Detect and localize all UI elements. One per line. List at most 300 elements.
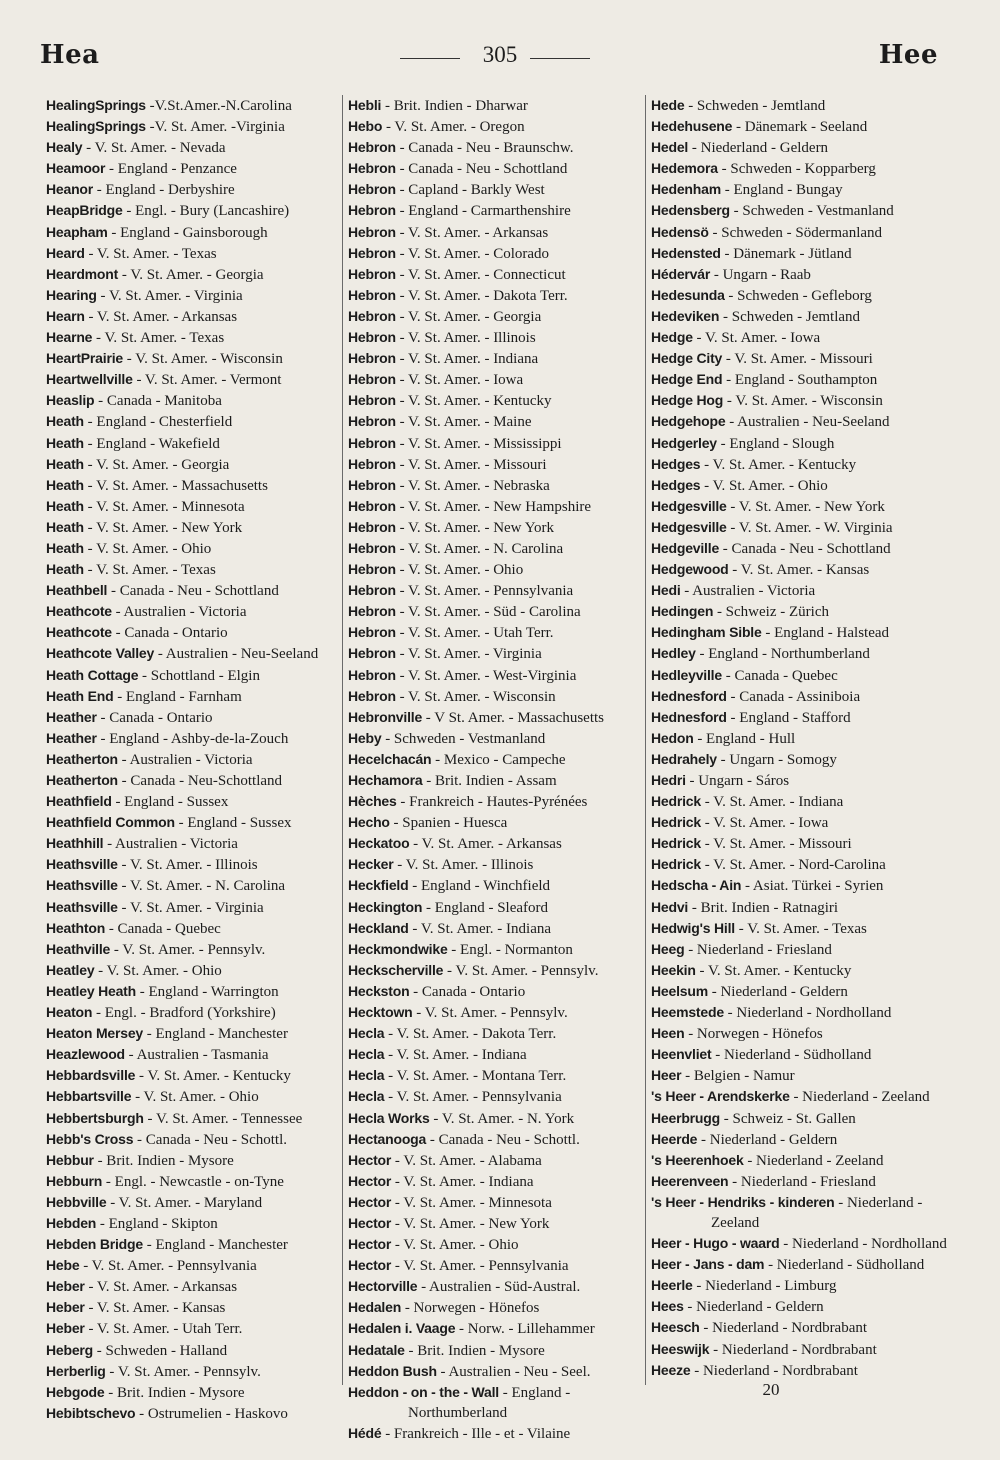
place-name: HeartPrairie xyxy=(46,350,123,367)
place-name: Hebron xyxy=(348,307,396,324)
place-name: Heeswijk xyxy=(651,1340,710,1357)
place-location: - Engl. - Newcastle - on-Tyne xyxy=(105,1173,284,1190)
place-location: - V. St. Amer. - Wisconsin xyxy=(126,351,283,368)
place-location: - V. St. Amer. - Indiana xyxy=(388,1047,527,1064)
place-location: - V. St. Amer. - Kentucky xyxy=(138,1068,291,1085)
place-location: - Niederland - Zeeland xyxy=(711,1194,923,1231)
place-location: - V. St. Amer. - Utah Terr. xyxy=(88,1321,243,1338)
place-name: Hedensö xyxy=(651,223,709,240)
place-name: Hedrahely xyxy=(651,750,717,767)
place-name: Heath xyxy=(46,476,84,493)
place-name: Hebron xyxy=(348,645,396,662)
place-name: Heathsville xyxy=(46,877,118,894)
gazetteer-entry xyxy=(348,665,648,686)
gazetteer-entry xyxy=(651,897,951,918)
gazetteer-entry xyxy=(348,538,648,559)
header-left-guideword: Hea xyxy=(40,40,100,70)
gazetteer-entry xyxy=(651,1233,951,1254)
place-name: 's Heer - Hendriks - kinderen xyxy=(651,1193,835,1210)
place-location: - Schweden - Södermanland xyxy=(712,224,883,241)
place-location: - Niederland - Nordbrabant xyxy=(703,1320,868,1337)
gazetteer-entry xyxy=(651,538,951,559)
gazetteer-entry xyxy=(46,496,346,517)
place-location: - V. St. Amer. - West-Virginia xyxy=(399,667,577,684)
place-name: Hector xyxy=(348,1257,392,1274)
gazetteer-entry xyxy=(651,559,951,580)
place-name: Hedensted xyxy=(651,244,721,261)
place-location: - Niederland - Zeeland xyxy=(747,1152,884,1169)
gazetteer-entry xyxy=(46,1234,346,1255)
place-name: Hebron xyxy=(348,139,396,156)
place-location: - Norw. - Lillehammer xyxy=(459,1321,595,1338)
gazetteer-entry xyxy=(348,1234,648,1255)
gazetteer-entry xyxy=(651,812,951,833)
place-location: - V. St. Amer. - Texas xyxy=(87,562,216,579)
header-rule-right xyxy=(530,58,590,59)
gazetteer-entry xyxy=(651,243,951,264)
gazetteer-entry xyxy=(651,390,951,411)
gazetteer-entry xyxy=(46,433,346,454)
gazetteer-entry xyxy=(348,517,648,538)
place-name: Heatherton xyxy=(46,750,118,767)
gazetteer-entry xyxy=(46,1340,346,1361)
place-name: Heer xyxy=(651,1067,682,1084)
gazetteer-entry xyxy=(46,728,346,749)
place-name: 's Heer - Arendskerke xyxy=(651,1088,790,1105)
place-location: - V. St. Amer. - Connecticut xyxy=(399,266,566,283)
place-name: Hechamora xyxy=(348,772,423,788)
place-location: - Belgien - Namur xyxy=(685,1068,795,1085)
place-name: Hédervár xyxy=(651,265,711,282)
gazetteer-entry xyxy=(46,517,346,538)
place-location: - V. St. Amer. - Nevada xyxy=(86,140,226,157)
place-name: Hede xyxy=(651,97,685,113)
place-name: Hedingham Sible xyxy=(651,624,762,641)
place-location: - Australien - Victoria xyxy=(684,583,816,600)
place-name: Heath Cottage xyxy=(46,666,139,683)
gazetteer-entry xyxy=(46,1023,346,1044)
place-name: Heathsville xyxy=(46,898,118,915)
gazetteer-entry xyxy=(348,348,648,369)
gazetteer-entry xyxy=(651,1192,951,1233)
gazetteer-entry xyxy=(348,686,648,707)
place-location: - Engl. - Bury (Lancashire) xyxy=(126,203,290,220)
gazetteer-entry xyxy=(651,686,951,707)
gazetteer-entry xyxy=(651,1023,951,1044)
place-location: - V. St. Amer. - Ohio xyxy=(394,1237,519,1254)
gazetteer-entry xyxy=(348,158,648,179)
place-location: - Canada - Neu - Braunschw. xyxy=(399,140,574,157)
place-name: Hedrick xyxy=(651,793,701,810)
place-name: Heathcote Valley xyxy=(46,645,155,662)
place-location: - V. St. Amer. - Texas xyxy=(88,245,217,262)
place-name: Hebron xyxy=(348,582,396,599)
place-location: - V. St. Amer. - Minnesota xyxy=(87,498,245,515)
place-name: Hebron xyxy=(348,202,396,219)
gazetteer-entry xyxy=(651,1171,951,1192)
place-name: Heckatoo xyxy=(348,835,410,852)
gazetteer-entry xyxy=(348,95,648,116)
place-location: - V. St. Amer. - Colorado xyxy=(399,245,550,262)
gazetteer-entry xyxy=(348,179,648,200)
gazetteer-entry xyxy=(348,1002,648,1023)
gazetteer-entry xyxy=(348,854,648,875)
place-name: Hearing xyxy=(46,286,97,303)
gazetteer-entry xyxy=(651,1108,951,1129)
gazetteer-entry xyxy=(348,116,648,137)
place-location: - Ostrumelien - Haskovo xyxy=(139,1405,288,1422)
place-name: Hedgeville xyxy=(651,539,720,556)
place-name: Heath xyxy=(46,497,84,514)
gazetteer-entry xyxy=(46,369,346,390)
place-name: Hecho xyxy=(348,814,390,831)
place-location: - V. St. Amer. - Vermont xyxy=(136,372,282,389)
place-location: - V. St. Amer. - Texas xyxy=(738,920,867,937)
place-location: - V. St. Amer. - Utah Terr. xyxy=(399,625,554,642)
place-location: - Canada - Ontario xyxy=(115,625,228,642)
gazetteer-entry xyxy=(348,496,648,517)
place-location: - Frankreich - Hautes-Pyrénées xyxy=(400,794,588,811)
place-name: Hebron xyxy=(348,265,396,282)
gazetteer-entry xyxy=(348,1023,648,1044)
gazetteer-entry xyxy=(46,158,346,179)
gazetteer-entry xyxy=(46,770,346,791)
gazetteer-entry xyxy=(348,390,648,411)
place-name: Hebron xyxy=(348,434,396,451)
place-name: Hebron xyxy=(348,539,396,556)
place-location: - V. St. Amer. - Pennsylvania xyxy=(394,1258,569,1275)
place-name: Hedscha - Ain xyxy=(651,877,742,894)
place-name: Hebron xyxy=(348,329,396,346)
place-location: -V. St. Amer. -Virginia xyxy=(149,119,285,136)
place-name: Hebden xyxy=(46,1214,97,1231)
place-location: - England - Sleaford xyxy=(425,899,549,916)
place-name: Heathfield Common xyxy=(46,814,175,831)
gazetteer-entry xyxy=(651,306,951,327)
place-name: Hedel xyxy=(651,139,689,156)
place-location: - V. St. Amer. - Indiana xyxy=(394,1173,534,1190)
gazetteer-entry xyxy=(46,665,346,686)
gazetteer-entry xyxy=(348,137,648,158)
place-location: - V. St. Amer. - Pennsylvania xyxy=(83,1258,257,1275)
place-location: - V. St. Amer. - Pennsylv. xyxy=(447,962,599,979)
gazetteer-entry xyxy=(348,1213,648,1234)
gazetteer-entry xyxy=(348,1192,648,1213)
place-name: Hebron xyxy=(348,371,396,388)
gazetteer-entry xyxy=(46,939,346,960)
gazetteer-entry xyxy=(46,918,346,939)
place-name: Heather xyxy=(46,729,97,746)
gazetteer-entry xyxy=(348,1255,648,1276)
place-name: Heathfield xyxy=(46,793,112,810)
gazetteer-entry xyxy=(651,1254,951,1275)
place-location: - V. St. Amer. - Missouri xyxy=(399,456,547,473)
place-location: - V. St. Amer. - Georgia xyxy=(399,308,542,325)
place-location: - Schweden - Jemtland xyxy=(722,308,861,325)
place-name: Hédé xyxy=(348,1424,382,1441)
gazetteer-entry xyxy=(348,369,648,390)
place-location: - V. St. Amer. - New Hampshire xyxy=(399,498,592,515)
place-location: - V. St. Amer. - Pennsylv. xyxy=(416,1005,568,1022)
place-location: - Canada - Quebec xyxy=(108,920,221,937)
place-name: Heatley xyxy=(46,961,95,978)
place-location: - England - Slough xyxy=(720,435,835,452)
gazetteer-entry xyxy=(651,1275,951,1296)
gazetteer-entry xyxy=(348,960,648,981)
place-location: - V. St. Amer. - Ohio xyxy=(135,1089,259,1106)
gazetteer-entry xyxy=(651,601,951,622)
gazetteer-entry xyxy=(651,433,951,454)
place-name: Heeg xyxy=(651,940,685,957)
place-location: -V.St.Amer.-N.Carolina xyxy=(149,98,292,114)
gazetteer-entry xyxy=(348,454,648,475)
place-location: - Australien - Victoria xyxy=(121,751,253,768)
gazetteer-entry xyxy=(46,1108,346,1129)
place-location: - V. St. Amer. - Virginia xyxy=(121,899,264,916)
gazetteer-entry xyxy=(651,770,951,791)
place-location: - V. St. Amer. - Minnesota xyxy=(394,1194,552,1211)
gazetteer-entry xyxy=(651,1339,951,1360)
place-location: - Schottland - Elgin xyxy=(142,667,260,684)
gazetteer-entry xyxy=(348,897,648,918)
gazetteer-entry xyxy=(46,1044,346,1065)
gazetteer-entry xyxy=(348,243,648,264)
gazetteer-entry xyxy=(651,981,951,1002)
place-name: Heeze xyxy=(651,1361,691,1378)
gazetteer-entry xyxy=(348,833,648,854)
place-location: - V. St. Amer. - Indiana xyxy=(412,920,552,937)
gazetteer-entry xyxy=(46,348,346,369)
gazetteer-entry xyxy=(46,601,346,622)
gazetteer-entry xyxy=(348,433,648,454)
gazetteer-entry xyxy=(651,643,951,664)
place-name: Heartwellville xyxy=(46,371,133,388)
gazetteer-entry xyxy=(348,939,648,960)
place-name: Hebron xyxy=(348,476,396,493)
gazetteer-entry xyxy=(348,559,648,580)
place-name: Hebron xyxy=(348,455,396,472)
page-number: 305 xyxy=(482,42,518,67)
place-location: - V. St. Amer. - N. Carolina xyxy=(399,540,564,557)
place-location: - Brit. Indien - Mysore xyxy=(108,1384,245,1401)
place-name: Hedges xyxy=(651,455,701,472)
place-location: - Engl. - Normanton xyxy=(451,941,573,958)
place-name: Hebron xyxy=(348,518,396,535)
place-name: Hebli xyxy=(348,97,382,113)
place-location: - Niederland - Friesland xyxy=(732,1173,876,1190)
place-name: Hebe xyxy=(46,1257,80,1274)
place-location: - Canada - Neu - Schottl. xyxy=(429,1131,580,1148)
gazetteer-entry xyxy=(348,1171,648,1192)
gazetteer-entry xyxy=(46,475,346,496)
place-location: - V. St. Amer. - Nebraska xyxy=(399,477,550,494)
gazetteer-entry xyxy=(651,454,951,475)
place-location: - V. St. Amer. - Arkansas xyxy=(399,224,549,241)
place-location: - V. St. Amer. - Virginia xyxy=(399,646,542,663)
place-name: Heber xyxy=(46,1320,85,1337)
gazetteer-entry xyxy=(348,1108,648,1129)
gazetteer-entry xyxy=(651,854,951,875)
place-location: - Niederland - Nordholland xyxy=(727,1005,892,1022)
place-location: - V. St. Amer. - Pennsylvania xyxy=(399,583,574,600)
gazetteer-entry xyxy=(348,285,648,306)
place-name: Hebron xyxy=(348,497,396,514)
gazetteer-entry xyxy=(46,1318,346,1339)
place-name: Heath xyxy=(46,539,84,556)
place-location: - V. St. Amer. - N. Carolina xyxy=(121,878,286,895)
place-location: - V. St. Amer. - Ohio xyxy=(704,477,828,494)
place-name: Hebbertsburgh xyxy=(46,1109,144,1126)
gazetteer-entry xyxy=(348,1086,648,1107)
place-location: - England - Gainsborough xyxy=(111,224,268,241)
place-name: Hednesford xyxy=(651,687,727,704)
gazetteer-entry xyxy=(46,1297,346,1318)
gazetteer-entry xyxy=(46,622,346,643)
gazetteer-entry xyxy=(651,1002,951,1023)
place-name: Hedgewood xyxy=(651,561,729,578)
gazetteer-entry xyxy=(46,1213,346,1234)
place-location: - England - Manchester xyxy=(146,1237,288,1254)
place-location: - England - Chesterfield xyxy=(87,414,233,431)
gazetteer-entry xyxy=(651,833,951,854)
place-location: - Schweiz - St. Gallen xyxy=(723,1110,856,1127)
gazetteer-entry xyxy=(348,1340,648,1361)
place-location: - V. St. Amer. - W. Virginia xyxy=(730,519,893,536)
place-name: Hecelchacán xyxy=(348,750,432,767)
place-location: - Australien - Neu-Seeland xyxy=(729,414,890,431)
gazetteer-entry xyxy=(651,749,951,770)
gazetteer-entry xyxy=(348,580,648,601)
gazetteer-entry xyxy=(46,179,346,200)
place-location: - Schweden - Vestmanland xyxy=(733,203,894,220)
place-location: - V. St. Amer. - Arkansas xyxy=(88,1279,238,1296)
place-name: Hebron xyxy=(348,181,396,198)
gazetteer-entry xyxy=(348,749,648,770)
place-location: - Ungarn - Somogy xyxy=(720,751,837,768)
place-location: - Canada - Neu - Schottland xyxy=(399,161,568,178)
place-location: - Canada - Neu - Schottland xyxy=(110,583,279,600)
place-name: Heckland xyxy=(348,919,409,936)
place-name: Hebbardsville xyxy=(46,1067,136,1084)
gazetteer-entry xyxy=(651,791,951,812)
place-location: - England - Farnham xyxy=(117,688,242,705)
place-name: Hedesunda xyxy=(651,286,725,303)
gazetteer-entry xyxy=(46,1382,346,1403)
place-name: Hedge City xyxy=(651,350,723,367)
place-location: - V. St. Amer. - Ohio xyxy=(98,962,222,979)
gazetteer-entry xyxy=(651,707,951,728)
place-location: - V. St. Amer. - Indiana xyxy=(399,351,539,368)
gazetteer-entry xyxy=(651,1150,951,1171)
place-name: Hecla xyxy=(348,1025,385,1042)
place-name: Hectorville xyxy=(348,1278,418,1295)
gazetteer-entry xyxy=(651,1360,951,1381)
place-name: Heberg xyxy=(46,1341,94,1358)
place-location: - V. St. Amer. - Wisconsin xyxy=(726,393,883,410)
place-name: Heathbell xyxy=(46,582,108,599)
place-location: - Schweiz - Zürich xyxy=(716,604,829,621)
place-name: Hedehusene xyxy=(651,118,733,135)
gazetteer-entry xyxy=(348,1065,648,1086)
place-location: - England - Ashby-de-la-Zouch xyxy=(100,730,289,747)
place-location: - Canada - Neu - Schottl. xyxy=(137,1131,288,1148)
gazetteer-entry xyxy=(46,1255,346,1276)
place-name: Hedley xyxy=(651,645,696,662)
gazetteer-entry xyxy=(46,643,346,664)
place-location: - V. St. Amer. - Massachusetts xyxy=(87,477,268,494)
place-location: - Niederland - Friesland xyxy=(688,941,832,958)
place-name: 's Heerenhoek xyxy=(651,1151,744,1168)
place-location: - Frankreich - Ille - et - Vilaine xyxy=(385,1425,571,1442)
place-name: Heber xyxy=(46,1278,85,1295)
gazetteer-entry xyxy=(651,496,951,517)
place-name: Hector xyxy=(348,1214,392,1231)
place-location: - Australien - Neu-Seeland xyxy=(157,646,319,663)
place-location: - Niederland - Südholland xyxy=(715,1047,872,1064)
gazetteer-entry xyxy=(651,665,951,686)
place-location: - V. St. Amer. - Pennsylv. xyxy=(113,941,266,958)
place-name: Hedatale xyxy=(348,1341,405,1358)
place-location: - Canada - Neu - Schottland xyxy=(722,540,891,557)
gazetteer-entry xyxy=(46,833,346,854)
place-name: Heddon Bush xyxy=(348,1362,437,1379)
place-name: Hebron xyxy=(348,350,396,367)
place-name: Heckfield xyxy=(348,877,409,894)
place-name: Herberlig xyxy=(46,1362,106,1379)
place-location: - V. St. Amer. - Dakota Terr. xyxy=(399,287,568,304)
place-name: Hector xyxy=(348,1151,392,1168)
place-location: - Schweden - Halland xyxy=(96,1342,228,1359)
place-location: - Capland - Barkly West xyxy=(399,182,545,199)
place-name: Heer - Jans - dam xyxy=(651,1256,765,1273)
place-name: Hebron xyxy=(348,160,396,177)
gazetteer-entry xyxy=(46,390,346,411)
gazetteer-entry xyxy=(651,960,951,981)
place-name: Heath End xyxy=(46,687,114,704)
place-name: Heathton xyxy=(46,919,106,936)
gazetteer-entry xyxy=(348,875,648,896)
gazetteer-entry xyxy=(46,538,346,559)
place-name: Hebron xyxy=(348,244,396,261)
gazetteer-entry xyxy=(651,918,951,939)
place-location: - V. St. Amer. - Kansas xyxy=(88,1300,226,1317)
gazetteer-entry xyxy=(46,559,346,580)
place-name: Heardmont xyxy=(46,265,119,282)
gazetteer-entry xyxy=(651,939,951,960)
place-location: - V. St. Amer. - Georgia xyxy=(87,456,230,473)
place-name: Hearne xyxy=(46,329,93,346)
place-location: - Schweden - Jemtland xyxy=(688,98,826,114)
place-name: Heenvliet xyxy=(651,1046,712,1063)
place-name: Hecla xyxy=(348,1046,385,1063)
gazetteer-entry xyxy=(651,369,951,390)
place-location: - England - Wakefield xyxy=(87,435,220,452)
place-name: Heckston xyxy=(348,982,410,999)
gazetteer-entry xyxy=(46,454,346,475)
place-name: Hedges xyxy=(651,476,701,493)
gazetteer-entry xyxy=(46,1065,346,1086)
place-location: - Niederland - Südholland xyxy=(768,1257,925,1274)
gazetteer-entry xyxy=(46,1171,346,1192)
place-name: Hedenham xyxy=(651,181,721,198)
place-name: Hebron xyxy=(348,286,396,303)
gazetteer-entry xyxy=(46,285,346,306)
gazetteer-entry xyxy=(46,1192,346,1213)
gazetteer-entry xyxy=(348,622,648,643)
place-location: - V. St. Amer. - Oregon xyxy=(385,119,525,136)
gazetteer-entry xyxy=(46,1403,346,1424)
place-name: HealingSprings xyxy=(46,97,146,113)
